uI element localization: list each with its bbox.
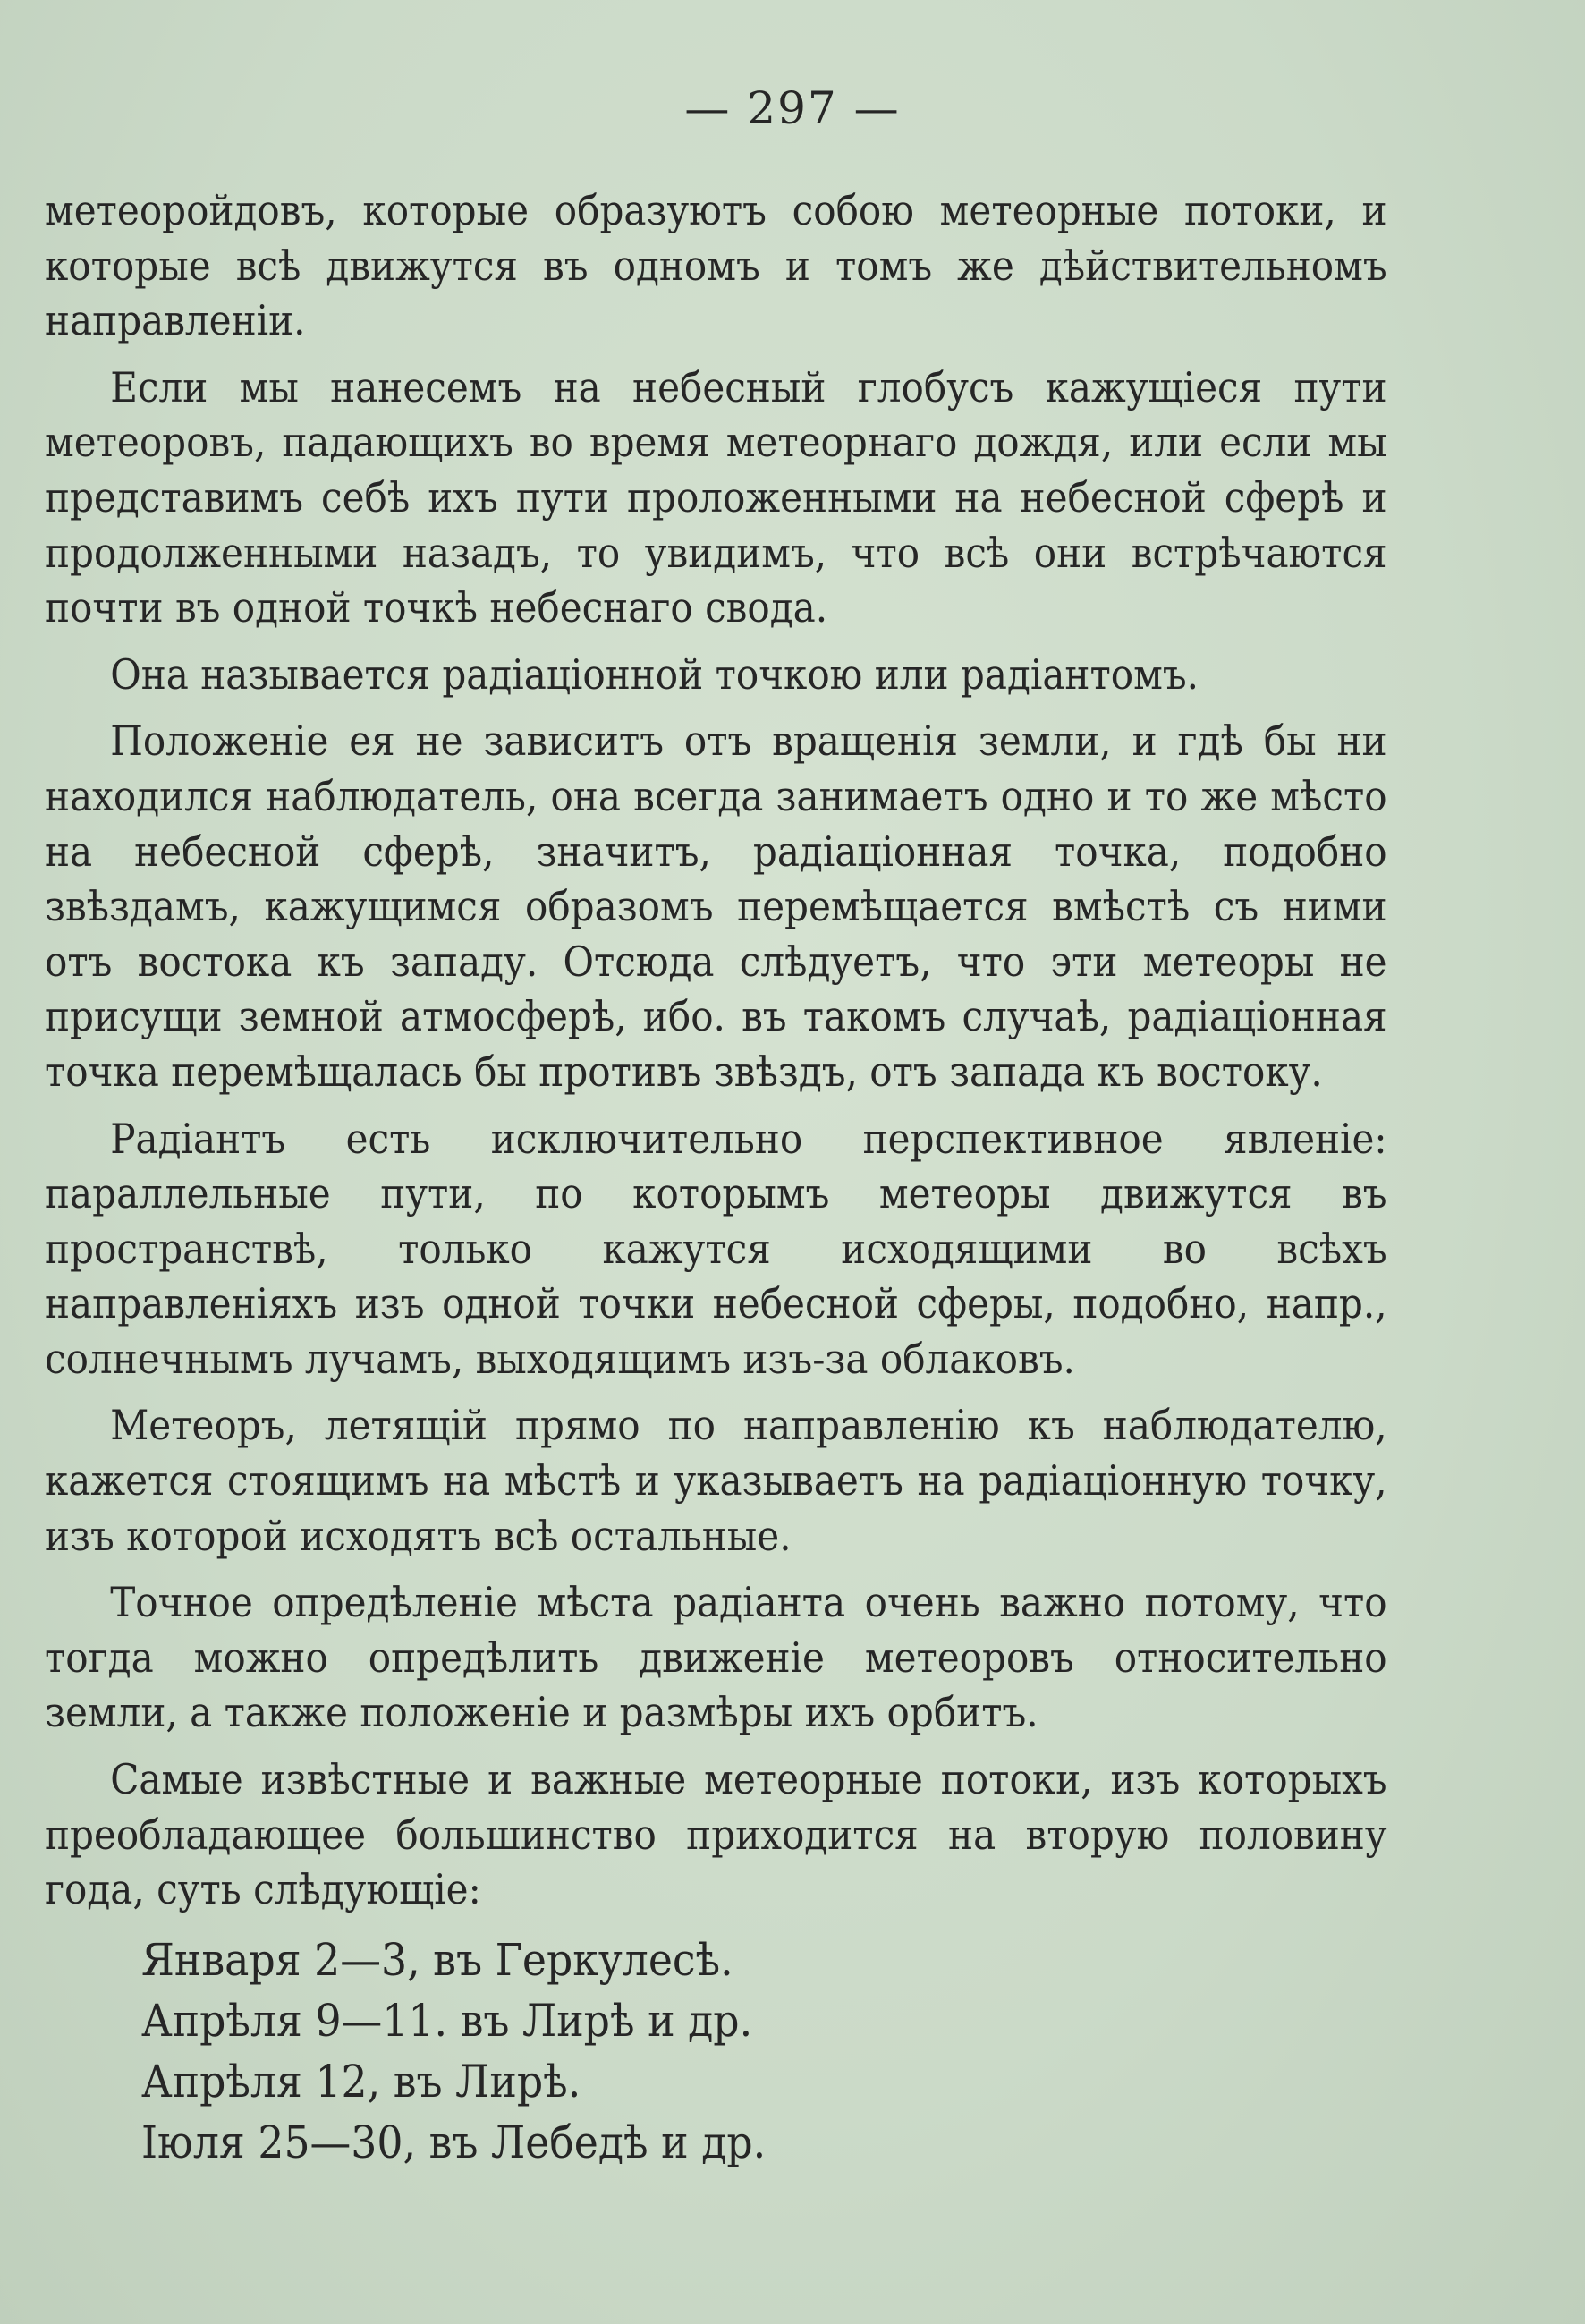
paragraph-celestial-globe: Если мы нанесемъ на небесный глобусъ кажущіеся пути метеоровъ, падающихъ во время метеорнаго дождя, или если мы представимъ себѣ ихъ пути проложенными на небесной сферѣ и продолженными назадъ, то увидимъ, что всѣ они встрѣчаются почти въ одной точкѣ небеснаго свода. (45, 362, 1387, 632)
paragraph-continued: метеоройдовъ, которые образуютъ собою метеорные потоки, и которые всѣ движутся въ одномъ и томъ же дѣйствительномъ направленіи. (45, 186, 1387, 345)
list-item: Іюля 25—30, въ Лебедѣ и др. (140, 2116, 767, 2168)
page-number: — 297 — (684, 82, 901, 134)
body-text (45, 183, 1386, 2173)
paragraph-radiant-definition: Она называется радіаціонной точкою или радіантомъ. (110, 649, 1199, 699)
list-item: Января 2—3, въ Геркулесѣ. (140, 1933, 733, 1986)
paragraph-streams-intro: Самые извѣстные и важные метеорные потоки, изъ которыхъ преобладающее большинство приходится на вторую половину года, суть слѣдующіе: (45, 1755, 1387, 1914)
meteor-stream-list (45, 1930, 1386, 2173)
list-item: Апрѣля 12, въ Лирѣ. (140, 2055, 581, 2108)
paragraph-radiant-importance: Точное опредѣленіе мѣста радіанта очень важно потому, что тогда можно опредѣлить движеніе метеоровъ относительно земли, а также положеніе и размѣры ихъ орбитъ. (45, 1578, 1387, 1737)
paragraph-stationary-meteor: Метеоръ, летящій прямо по направленію къ наблюдателю, кажется стоящимъ на мѣстѣ и указываетъ на радіаціонную точку, изъ которой исходятъ всѣ остальные. (45, 1401, 1387, 1560)
paragraph-radiant-position: Положеніе ея не зависитъ отъ вращенія земли, и гдѣ бы ни находился наблюдатель, она всегда занимаетъ одно и то же мѣсто на небесной сферѣ, значитъ, радіаціонная точка, подобно звѣздамъ, кажущимся образомъ перемѣщается вмѣстѣ съ ними отъ востока къ западу. Отсюда слѣдуетъ, что эти метеоры не присущи земной атмосферѣ, ибо. въ такомъ случаѣ, радіаціонная точка перемѣщалась бы противъ звѣздъ, отъ запада къ востоку. (45, 717, 1387, 1096)
list-item: Апрѣля 9—11. въ Лирѣ и др. (140, 1994, 753, 2047)
paragraph-perspective: Радіантъ есть исключительно перспективное явленіе: параллельные пути, по которымъ метеоры движутся въ пространствѣ, только кажутся исходящими во всѣхъ направленіяхъ изъ одной точки небесной сферы, подобно, напр., солнечнымъ лучамъ, выходящимъ изъ-за облаковъ. (45, 1114, 1387, 1383)
